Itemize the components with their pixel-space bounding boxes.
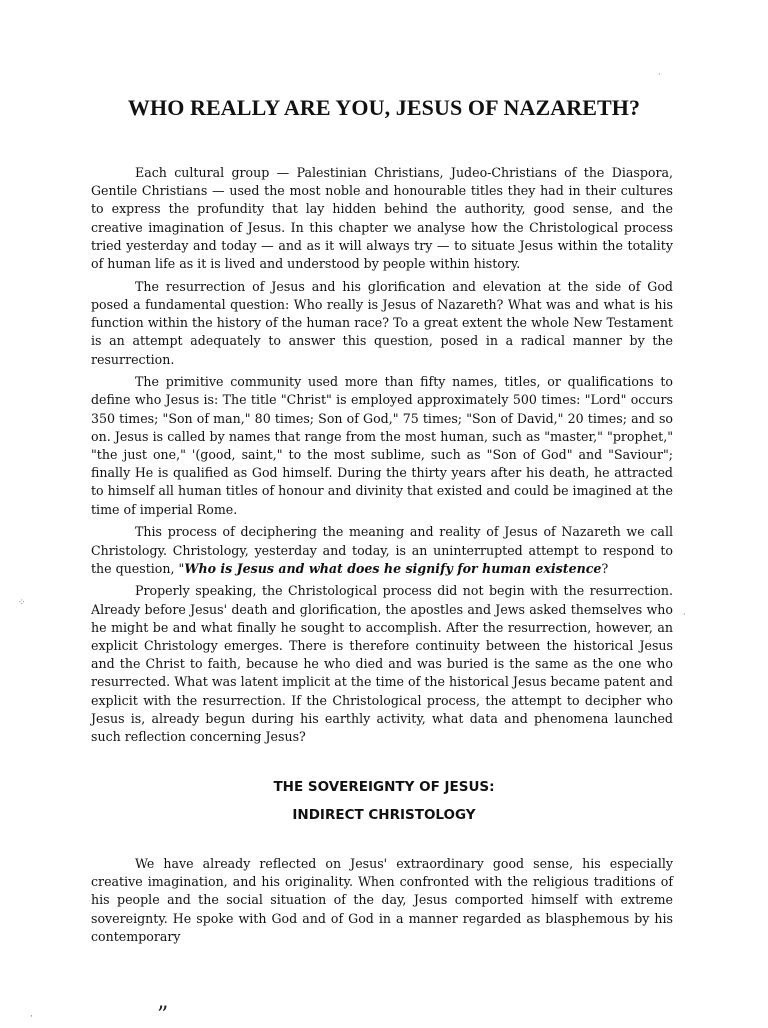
quote-mark: ” — [157, 1003, 169, 1028]
section-heading-line-1: THE SOVEREIGNTY OF JESUS: — [273, 779, 495, 795]
scan-speck: ⁘ — [18, 598, 26, 608]
scan-speck: · — [683, 610, 686, 619]
body-text-block — [91, 164, 673, 751]
scan-speck: · — [30, 1012, 33, 1022]
page-title: WHO REALLY ARE YOU, JESUS OF NAZARETH? — [127, 95, 641, 120]
paragraph-4-emphasis: Who is Jesus and what does he signify for human existence — [184, 560, 602, 576]
paragraph-2: The resurrection of Jesus and his glorification and elevation at the side of God posed a fundamental question: Who really is Jesus of Nazareth? What was and what is his function within the history of the human race? To a great extent the whole New Testament is an attempt adequately to answer this question, posed in a radical manner by the resurrection. — [91, 278, 673, 367]
section-heading-line-2: INDIRECT CHRISTOLOGY — [292, 807, 476, 823]
paragraph-4-end: ? — [601, 560, 609, 576]
paragraph-1: Each cultural group — Palestinian Christians, Judeo-Christians of the Diaspora, Gentile Christians — used the most noble and honourable titles they had in their cultures to express the profundity that lay hidden behind the authority, good sense, and the creative imagination of Jesus. In this chapter we analyse how the Christological process tried yesterday and today — and as it will always try — to situate Jesus within the totality of human life as it is lived and understood by people within history. — [91, 165, 673, 272]
scan-speck: · — [658, 70, 661, 79]
paragraph-3: The primitive community used more than fifty names, titles, or qualifications to define who Jesus is: The title "Christ" is employed approximately 500 times: "Lord" occurs 350 times; "Son of man," 80 times; Son of God," 75 times; "Son of David," 20 times; and so on. Jesus is called by names that range from the most human, such as "master," "prophet," "the just one," '(good, saint," to the most sublime, such as "Son of God" and "Saviour"; finally He is qualified as God himself. During the thirty years after his death, he attracted to himself all human titles of honour and divinity that existed and could be imagined at the time of imperial Rome. — [91, 374, 673, 517]
paragraph-5: Properly speaking, the Christological process did not begin with the resurrection. Already before Jesus' death and glorification, the apostles and Jews asked themselves who he might be and what finally he sought to accomplish. After the resurrection, however, an explicit Christology emerges. There is therefore continuity between the historical Jesus and the Christ to faith, because he who died and was buried is the same as the one who resurrected. What was latent implicit at the time of the historical Jesus became patent and explicit with the resurrection. If the Christological process, the attempt to decipher who Jesus is, already begun during his earthly activity, what data and phenomena launched such reflection concerning Jesus? — [91, 583, 673, 745]
paragraph-4 — [91, 523, 673, 578]
body-text-block-2 — [91, 855, 673, 951]
paragraph-4-text: This process of deciphering the meaning and reality of Jesus of Nazareth we call Christology. Christology, yesterday and today, is an uninterrupted attempt to respond to the question, " — [91, 524, 673, 576]
paragraph-6: We have already reflected on Jesus' extraordinary good sense, his especially creative imagination, and his originality. When confronted with the religious traditions of his people and the social situation of the day, Jesus comported himself with extreme sovereignty. He spoke with God and of God in a manner regarded as blasphemous by his contemporary — [91, 856, 673, 944]
